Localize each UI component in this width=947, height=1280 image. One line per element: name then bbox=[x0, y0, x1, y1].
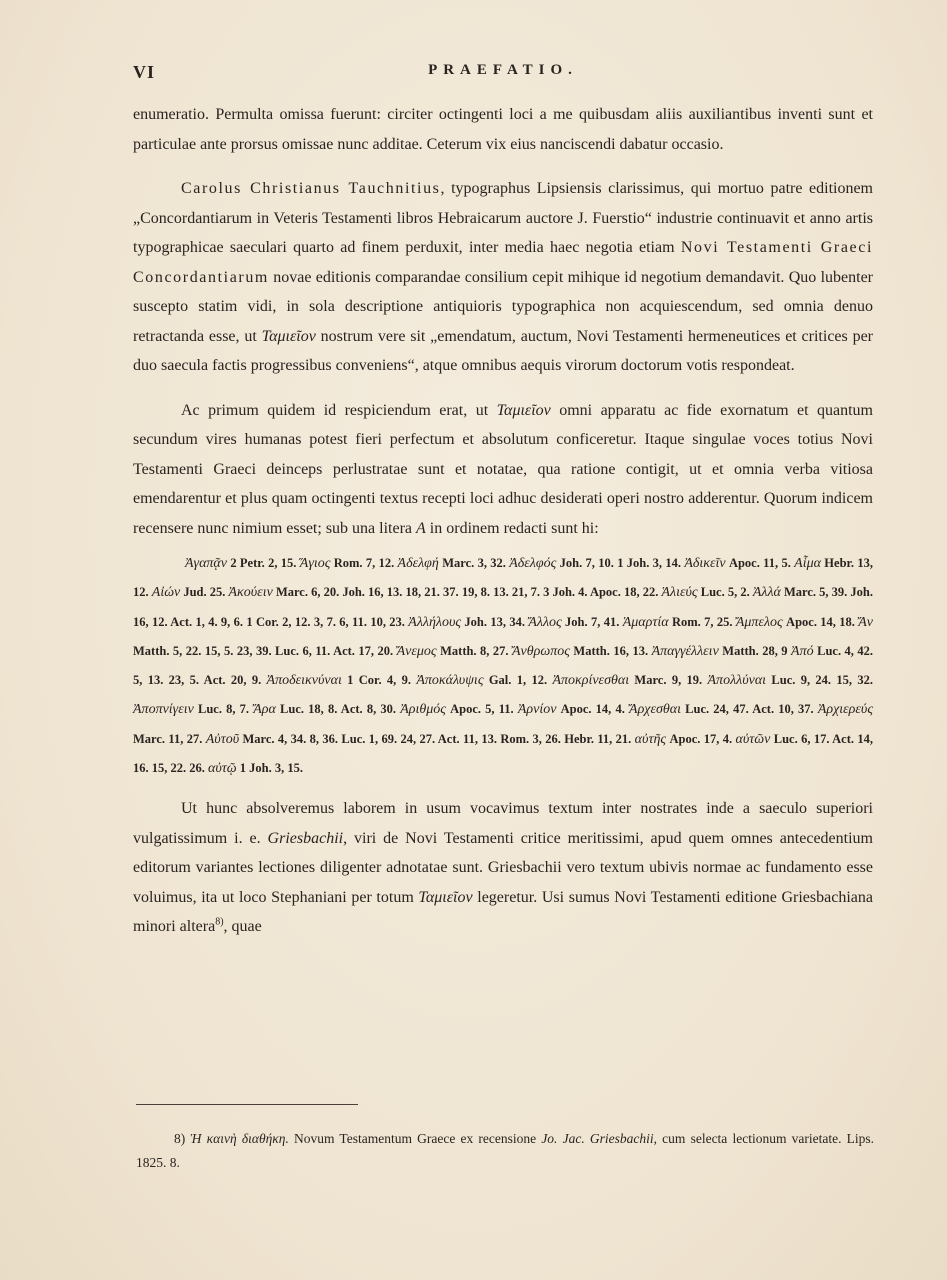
entry-reference: Marc. 5, 39. Joh. 16, 12. Act. 1, 4. 9, 6. 1 Cor. 2, 12. 3, 7. 6, 11. 10, 23. bbox=[133, 585, 873, 629]
entry-word: Ἀριθμός bbox=[400, 702, 446, 718]
entry-reference: Matth. 5, 22. 15, 5. 23, 39. Luc. 6, 11. Act. 17, 20. bbox=[133, 643, 397, 658]
entry-reference: 1 Cor. 4, 9. bbox=[341, 673, 417, 688]
greek-word: Ταμιεῖον bbox=[418, 888, 473, 906]
entry-reference: Luc. 18, 8. Act. 8, 30. bbox=[275, 702, 401, 717]
entry-reference: Matth. 16, 13. bbox=[569, 643, 652, 658]
entry-reference: Jud. 25. bbox=[180, 585, 229, 600]
entry-reference: Marc. 9, 19. bbox=[629, 673, 708, 688]
greek-word: Ταμιεῖον bbox=[496, 401, 551, 419]
work-title: Novi Testamenti Graeci Concordantiarum bbox=[133, 239, 873, 286]
entry-reference: Apoc. 17, 4. bbox=[666, 731, 736, 746]
entry-word: Ἀλλήλους bbox=[408, 614, 462, 630]
paragraph-2-part-b: novae editionis comparandae consilium cepit mihique id negotium demandavit. Quo lubenter suscepto statim vidi, in sola descriptione antiquioris typographica non acquiescendum, sed omnia denuo retractanda esse, ut bbox=[133, 268, 873, 345]
entry-reference: Joh. 7, 10. 1 Joh. 3, 14. bbox=[556, 556, 685, 570]
entry-word: Ἄνεμος bbox=[396, 643, 437, 659]
entry-word: Αἷμα bbox=[794, 556, 821, 571]
entry-word: Ἀπαγγέλλειν bbox=[651, 643, 719, 659]
paragraph-4-part-d: , quae bbox=[223, 918, 262, 936]
entry-reference: Luc. 5, 2. bbox=[697, 585, 753, 600]
paragraph-4-part-c: legeretur. Usi sumus Novi Testamenti editione Griesbachiana minori altera bbox=[133, 888, 873, 936]
entry-reference: Marc. 11, 27. bbox=[133, 731, 206, 746]
entry-reference: Marc. 3, 32. bbox=[438, 556, 510, 570]
entry-word: Ἁμαρτία bbox=[622, 614, 669, 630]
entry-reference: Gal. 1, 12. bbox=[483, 673, 553, 688]
entry-word: Ἀπό bbox=[791, 643, 814, 659]
entry-word: Αὐτοῦ bbox=[205, 731, 240, 747]
entry-word: Ἀποπνίγειν bbox=[133, 702, 194, 718]
entry-reference: Luc. 4, 42. 5, 13. 23, 5. Act. 20, 9. bbox=[133, 643, 874, 688]
entry-word: Ἀποκάλυψις bbox=[416, 673, 484, 689]
entry-word: Ἀρχιερεύς bbox=[817, 702, 874, 718]
entry-word: Ἄρχεσθαι bbox=[629, 702, 681, 718]
paragraph-3 bbox=[133, 396, 873, 544]
entry-reference: Matth. 28, 9 bbox=[718, 643, 792, 658]
entry-reference: Matth. 8, 27. bbox=[436, 643, 512, 658]
entry-word: Ἀδελφή bbox=[397, 556, 439, 571]
entry-word: Αἰών bbox=[151, 585, 181, 601]
entry-reference: Marc. 6, 20. Joh. 16, 13. 18, 21. 37. 19, 8. 13. 21, 7. 3 Joh. 4. Apoc. 18, 22. bbox=[272, 585, 662, 600]
entry-word: Ἄλλος bbox=[528, 614, 562, 630]
entry-list-text bbox=[133, 549, 873, 783]
entry-word: Ἀκούειν bbox=[228, 585, 273, 601]
footnote-editor: Jo. Jac. Griesbachii bbox=[541, 1131, 654, 1146]
entry-word: αὐτῶν bbox=[735, 731, 771, 747]
entry-word: Ἀδελφός bbox=[509, 556, 557, 571]
entry-word: Ἀπολλύναι bbox=[707, 673, 767, 689]
entry-reference: Apoc. 11, 5. bbox=[725, 556, 795, 570]
entry-reference: Rom. 7, 25. bbox=[668, 614, 736, 629]
added-loci-list bbox=[133, 549, 873, 783]
footnote-text-a: Novum Testamentum Graece ex recensione bbox=[288, 1131, 542, 1146]
footnote-marker: 8) bbox=[215, 917, 224, 929]
entry-word: αὐτῆς bbox=[634, 731, 667, 747]
body-text bbox=[133, 100, 873, 942]
footnote-rule bbox=[136, 1104, 358, 1105]
greek-word: Ταμιεῖον bbox=[261, 327, 316, 345]
paragraph-4-part-a: Ut hunc absolveremus laborem in usum vocavimus textum inter nostrates inde a saeculo superiori vulgatissimum i. e. bbox=[133, 800, 873, 847]
entry-reference: Rom. 7, 12. bbox=[330, 556, 398, 570]
paragraph-1: enumeratio. Permulta omissa fuerunt: circiter octingenti loci a me quibusdam aliis auxiliantibus inventi sunt et particulae ante prorsus omissae nunc additae. Ceterum vix eius nanciscendi dabatur occasio. bbox=[133, 106, 873, 153]
paragraph-2-part-a: , typographus Lipsiensis clarissimus, qui mortuo patre editionem „Concordantiarum in Veteris Testamenti libros Hebraicarum auctore J. Fuerstio“ industrie continuavit et anno artis typographicae saeculari quarto ad finem perduxit, inter media haec negotia etiam bbox=[133, 180, 874, 256]
entry-reference: Apoc. 14, 18. bbox=[782, 614, 859, 629]
page-header bbox=[133, 62, 873, 86]
printer-name: Carolus Christianus Tauchnitius bbox=[181, 180, 441, 197]
entry-reference: Hebr. 13, 12. bbox=[133, 556, 874, 600]
paragraph-3-part-a: Ac primum quidem id respiciendum erat, ut bbox=[181, 401, 497, 419]
paragraph-2-part-c: nostrum vere sit „emendatum, auctum, Novi Testamenti hermeneutices et critices per duo saecula factis progressibus conveniens“, atque omnibus aequis virorum doctorum votis respondeat. bbox=[133, 327, 873, 374]
paragraph-2 bbox=[133, 174, 873, 381]
entry-reference: Joh. 7, 41. bbox=[561, 614, 623, 629]
running-head: PRAEFATIO. bbox=[428, 62, 578, 78]
entry-word: Ἄμπελος bbox=[735, 614, 783, 630]
entry-reference: Luc. 24, 47. Act. 10, 37. bbox=[681, 702, 818, 717]
entry-word: Ἀρνίον bbox=[517, 702, 557, 718]
paragraph-3-part-b: omni apparatu ac fide exornatum et quantum secundum vires humanas potest fieri perfectum et absolutum conficeretur. Itaque singulae voces totius Novi Testamenti Graeci deinceps perlustratae sunt et notatae, qua ratione contigit, ut et omnia verba vitiosa emendarentur et plus quam octingenti textus recepti loci adhuc desiderati operi nostro adderentur. Quorum indicem recensere nunc nimium esset; sub una litera bbox=[133, 401, 873, 537]
letter-a: A bbox=[416, 519, 426, 537]
entry-word: Ἅγιος bbox=[299, 556, 331, 571]
entry-word: Ἀλλά bbox=[752, 585, 781, 601]
entry-reference: Luc. 9, 24. 15, 32. bbox=[766, 673, 873, 688]
entry-reference: Apoc. 5, 11. bbox=[445, 702, 518, 717]
entry-word: Ἀδικεῖν bbox=[684, 556, 726, 571]
entry-reference: 1 Joh. 3, 15. bbox=[236, 761, 303, 776]
paragraph-4-part-b: , viri de Novi Testamenti critice meritissimi, apud quem omnes antecedentium editorum variantes lectiones diligenter adnotatae sunt. Griesbachii vero textum ubivis normae ac fundamento esse voluimus, ita ut loco Stephaniani per totum bbox=[133, 829, 873, 906]
entry-word: Ἀποκρίνεσθαι bbox=[552, 673, 630, 689]
entry-word: Ἀποδεικνύναι bbox=[266, 673, 342, 689]
entry-word: Ἁλιεύς bbox=[661, 585, 698, 601]
paragraph-3-part-c: in ordinem redacti sunt hi: bbox=[425, 519, 599, 537]
entry-word: Ἄρα bbox=[253, 702, 276, 718]
footnote bbox=[136, 1127, 874, 1175]
entry-reference: Joh. 13, 34. bbox=[461, 614, 529, 629]
entry-reference: 2 Petr. 2, 15. bbox=[227, 556, 300, 570]
footnote-greek-title: Ἡ καινὴ διαθήκη. bbox=[190, 1131, 289, 1146]
footnote-text-b: , cum selecta lectionum varietate. Lips. 1825. 8. bbox=[136, 1131, 875, 1170]
griesbach-name: Griesbachii bbox=[267, 829, 344, 847]
entry-reference: Apoc. 14, 4. bbox=[556, 702, 630, 717]
footnote-number: 8) bbox=[174, 1131, 186, 1146]
entry-reference: Luc. 6, 17. Act. 14, 16. 15, 22. 26. bbox=[133, 731, 873, 776]
entry-word: Ἀγαπᾷν bbox=[185, 556, 227, 571]
entry-reference: Luc. 8, 7. bbox=[193, 702, 254, 717]
page-number: VI bbox=[133, 62, 156, 82]
entry-word: Ἄνθρωπος bbox=[512, 643, 570, 659]
entry-reference: Marc. 4, 34. 8, 36. Luc. 1, 69. 24, 27. Act. 11, 13. Rom. 3, 26. Hebr. 11, 21. bbox=[239, 731, 635, 746]
entry-word: Ἄν bbox=[858, 614, 874, 630]
entry-word: αὐτῷ bbox=[208, 761, 237, 777]
paragraph-4 bbox=[133, 794, 873, 942]
